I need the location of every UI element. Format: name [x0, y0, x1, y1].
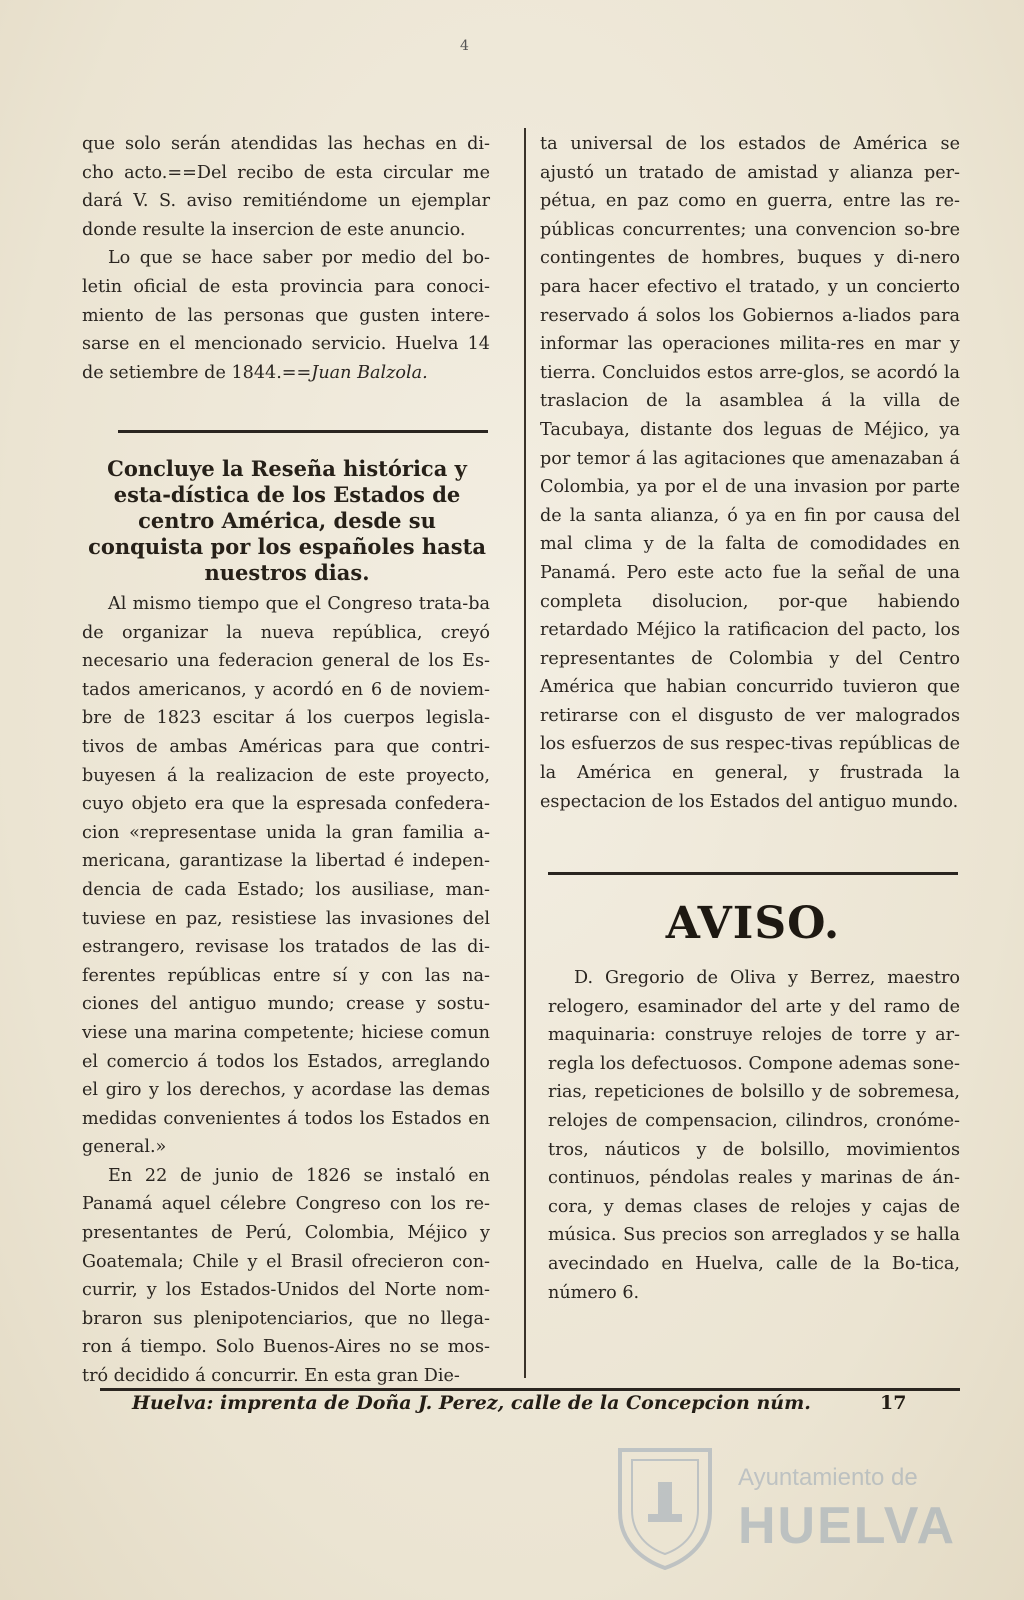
right-continuation-text: ta universal de los estados de América se ajustó un tratado de amistad y alianza per-pétua, en paz como en guerra, entre las re-públicas concurrentes; una convencion so-bre contingentes de hombres, buques y di-nero para hacer efectivo el tratado, y un concierto reservado á solos los Gobiernos a-liados para informar las operaciones milita-res en mar y tierra. Concluidos estos arre-glos, se acordó la traslacion de la asamblea á la villa de Tacubaya, distante dos leguas de Méjico, ya por temor á las agitaciones que amenazaban á Colombia, ya por el de una invasion por parte de la santa alianza, ó ya en fin por causa del mal clima y de la falta de comodidades en Panamá. Pero este acto fue la señal de una completa disolucion, por-que habiendo retardado Méjico la ratificacion del pacto, los representantes de Colombia y del Centro América que habian concurrido tuvieron que retirarse con el disgusto de ver malogrados los esfuerzos de sus respec-tivas repúblicas de la América en general, y frustrada la espectacion de los Estados del antiguo mundo.: [540, 134, 960, 812]
footer-rule: [100, 1388, 960, 1391]
notice-paragraph: [82, 244, 490, 387]
notice-text: Lo que se hace saber por medio del bo-letin oficial de esta provincia para conoci-miento de las personas que gusten intere-sarse en el mencionado servicio. Huelva 14 de setiembre de 1844.==: [82, 248, 490, 383]
left-column: [82, 130, 490, 387]
article-paragraph-1: Al mismo tiempo que el Congreso trata-ba de organizar la nueva república, creyó necesario una federacion general de los Es-tados americanos, y acordó en 6 de noviem-bre de 1823 escitar á los cuerpos legisla-tivos de ambas Américas para que contri-buyesen á la realizacion de este proyecto, cuyo objeto era que la espresada confedera-cion «representase unida la gran familia a-mericana, garantizase la libertad é indepen-dencia de cada Estado; los ausiliase, man-tuviese en paz, resistiese las invasiones del estrangero, revisase los tratados de las di-ferentes repúblicas entre sí y con las na-ciones del antiguo mundo; crease y sostu-viese una marina competente; hiciese comun el comercio á todos los Estados, arreglando el giro y los derechos, y acordase las demas medidas convenientes á todos los Estados en general.»: [82, 594, 490, 1158]
column-rule: [524, 128, 526, 1378]
section-divider: [118, 430, 488, 433]
aviso-divider: [548, 872, 958, 875]
article-paragraph-2: En 22 de junio de 1826 se instaló en Panamá aquel célebre Congreso con los re-presentantes de Perú, Colombia, Méjico y Goatemala; Chile y el Brasil ofrecieron con-currir, y los Estados-Unidos del Norte nom-braron sus plenipotenciarios, que no llega-ron á tiempo. Solo Buenos-Aires no se mos-tró decidido á concurrir. En esta gran Die-: [82, 1165, 490, 1387]
watermark-line1: Ayuntamiento de: [738, 1464, 918, 1491]
watermark-line2: HUELVA: [738, 1497, 957, 1555]
right-column: [540, 130, 960, 816]
article-heading: Concluye la Reseña histórica y esta-dística de los Estados de centro América, desde su conquista por los españoles hasta nuestros dias.: [88, 456, 486, 585]
aviso-title: AVISO.: [665, 898, 841, 949]
aviso-text: D. Gregorio de Oliva y Berrez, maestro relogero, esaminador del arte y del ramo de maquinaria: construye relojes de torre y ar-regla los defectuosos. Compone ademas sone-rias, repeticiones de bolsillo y de sobremesa, relojes de compensacion, cilindros, cronóme-tros, náuticos y de bolsillo, movimientos continuos, péndolas reales y marinas de án-cora, y demas clases de relojes y cajas de música. Sus precios son arreglados y se halla avecindado en Huelva, calle de la Bo-tica, número 6.: [548, 968, 960, 1303]
page-mark: 4: [460, 38, 469, 54]
imprint-text: Huelva: imprenta de Doña J. Perez, calle de la Concepcion núm.: [132, 1392, 811, 1414]
huelva-shield-icon: [610, 1442, 720, 1570]
archive-watermark: [610, 1442, 970, 1570]
left-continuation-text: que solo serán atendidas las hechas en di-cho acto.==Del recibo de esta circular me dará V. S. aviso remitiéndome un ejemplar donde resulte la insercion de este anuncio.: [82, 134, 490, 240]
article-body: [82, 590, 490, 1391]
page-number: 17: [880, 1392, 907, 1414]
aviso-body: [548, 964, 960, 1307]
footer-imprint: [132, 1392, 932, 1414]
signature: Juan Balzola.: [311, 362, 428, 383]
